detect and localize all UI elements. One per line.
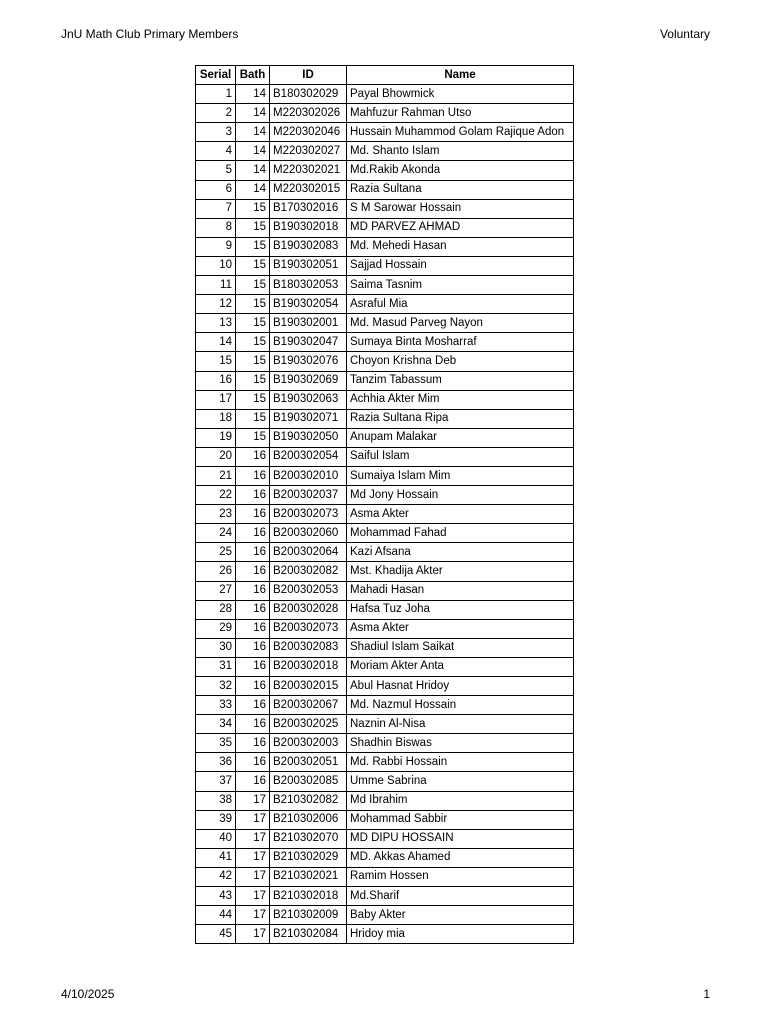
name-cell: Naznin Al-Nisa xyxy=(347,715,574,734)
bath-cell: 16 xyxy=(236,677,270,696)
table-row xyxy=(196,276,574,295)
id-cell: B210302009 xyxy=(270,906,347,925)
name-cell: Md.Rakib Akonda xyxy=(347,161,574,180)
serial-cell: 38 xyxy=(196,791,236,810)
bath-cell: 15 xyxy=(236,409,270,428)
id-cell: B200302003 xyxy=(270,734,347,753)
bath-cell: 15 xyxy=(236,314,270,333)
serial-cell: 42 xyxy=(196,867,236,886)
id-cell: M220302026 xyxy=(270,104,347,123)
name-cell: Sumaiya Islam Mim xyxy=(347,466,574,485)
table-row xyxy=(196,734,574,753)
name-cell: Achhia Akter Mim xyxy=(347,390,574,409)
id-cell: B180302029 xyxy=(270,85,347,104)
column-header-id: ID xyxy=(270,66,347,85)
name-cell: Md. Mehedi Hasan xyxy=(347,237,574,256)
name-cell: S M Sarowar Hossain xyxy=(347,199,574,218)
name-cell: Sajjad Hossain xyxy=(347,256,574,275)
serial-cell: 15 xyxy=(196,352,236,371)
bath-cell: 14 xyxy=(236,161,270,180)
table-row xyxy=(196,447,574,466)
bath-cell: 16 xyxy=(236,696,270,715)
bath-cell: 17 xyxy=(236,867,270,886)
table-row xyxy=(196,180,574,199)
id-cell: B200302037 xyxy=(270,486,347,505)
bath-cell: 17 xyxy=(236,848,270,867)
id-cell: B200302082 xyxy=(270,562,347,581)
bath-cell: 17 xyxy=(236,791,270,810)
name-cell: Md. Nazmul Hossain xyxy=(347,696,574,715)
name-cell: Asraful Mia xyxy=(347,295,574,314)
bath-cell: 16 xyxy=(236,657,270,676)
name-cell: Abul Hasnat Hridoy xyxy=(347,677,574,696)
id-cell: B200302073 xyxy=(270,505,347,524)
table-row xyxy=(196,85,574,104)
serial-cell: 25 xyxy=(196,543,236,562)
serial-cell: 40 xyxy=(196,829,236,848)
serial-cell: 17 xyxy=(196,390,236,409)
name-cell: Tanzim Tabassum xyxy=(347,371,574,390)
document-title: JnU Math Club Primary Members xyxy=(61,27,239,41)
serial-cell: 36 xyxy=(196,753,236,772)
serial-cell: 5 xyxy=(196,161,236,180)
name-cell: MD DIPU HOSSAIN xyxy=(347,829,574,848)
id-cell: B210302021 xyxy=(270,867,347,886)
serial-cell: 20 xyxy=(196,447,236,466)
table-row xyxy=(196,256,574,275)
serial-cell: 2 xyxy=(196,104,236,123)
id-cell: B210302029 xyxy=(270,848,347,867)
name-cell: Md Jony Hossain xyxy=(347,486,574,505)
page-number: 1 xyxy=(703,987,710,1001)
bath-cell: 15 xyxy=(236,371,270,390)
bath-cell: 17 xyxy=(236,887,270,906)
bath-cell: 15 xyxy=(236,276,270,295)
bath-cell: 15 xyxy=(236,199,270,218)
name-cell: Choyon Krishna Deb xyxy=(347,352,574,371)
name-cell: Hridoy mia xyxy=(347,925,574,944)
bath-cell: 14 xyxy=(236,104,270,123)
id-cell: M220302015 xyxy=(270,180,347,199)
serial-cell: 24 xyxy=(196,524,236,543)
id-cell: B200302083 xyxy=(270,638,347,657)
id-cell: B170302016 xyxy=(270,199,347,218)
table-row xyxy=(196,104,574,123)
name-cell: Mohammad Fahad xyxy=(347,524,574,543)
table-row xyxy=(196,543,574,562)
bath-cell: 16 xyxy=(236,524,270,543)
table-row xyxy=(196,295,574,314)
serial-cell: 8 xyxy=(196,218,236,237)
serial-cell: 13 xyxy=(196,314,236,333)
id-cell: B200302054 xyxy=(270,447,347,466)
table-row xyxy=(196,161,574,180)
serial-cell: 1 xyxy=(196,85,236,104)
bath-cell: 17 xyxy=(236,829,270,848)
serial-cell: 39 xyxy=(196,810,236,829)
table-body xyxy=(196,85,574,944)
bath-cell: 17 xyxy=(236,925,270,944)
bath-cell: 16 xyxy=(236,505,270,524)
table-row xyxy=(196,314,574,333)
id-cell: B190302069 xyxy=(270,371,347,390)
name-cell: Moriam Akter Anta xyxy=(347,657,574,676)
name-cell: Payal Bhowmick xyxy=(347,85,574,104)
serial-cell: 34 xyxy=(196,715,236,734)
table-row xyxy=(196,677,574,696)
id-cell: B200302015 xyxy=(270,677,347,696)
serial-cell: 7 xyxy=(196,199,236,218)
serial-cell: 29 xyxy=(196,619,236,638)
column-header-name: Name xyxy=(347,66,574,85)
serial-cell: 14 xyxy=(196,333,236,352)
table-row xyxy=(196,409,574,428)
id-cell: B200302064 xyxy=(270,543,347,562)
table-row xyxy=(196,906,574,925)
serial-cell: 23 xyxy=(196,505,236,524)
name-cell: Hafsa Tuz Joha xyxy=(347,600,574,619)
id-cell: B200302051 xyxy=(270,753,347,772)
footer-date: 4/10/2025 xyxy=(61,987,115,1001)
name-cell: Razia Sultana Ripa xyxy=(347,409,574,428)
table-row xyxy=(196,772,574,791)
id-cell: B200302067 xyxy=(270,696,347,715)
serial-cell: 4 xyxy=(196,142,236,161)
name-cell: Umme Sabrina xyxy=(347,772,574,791)
table-row xyxy=(196,390,574,409)
bath-cell: 16 xyxy=(236,734,270,753)
table-header-row xyxy=(196,66,574,85)
table-row xyxy=(196,925,574,944)
name-cell: Shadiul Islam Saikat xyxy=(347,638,574,657)
serial-cell: 37 xyxy=(196,772,236,791)
name-cell: Saiful Islam xyxy=(347,447,574,466)
name-cell: Shadhin Biswas xyxy=(347,734,574,753)
id-cell: B190302071 xyxy=(270,409,347,428)
name-cell: Mahfuzur Rahman Utso xyxy=(347,104,574,123)
serial-cell: 22 xyxy=(196,486,236,505)
bath-cell: 15 xyxy=(236,333,270,352)
bath-cell: 16 xyxy=(236,466,270,485)
bath-cell: 15 xyxy=(236,352,270,371)
serial-cell: 18 xyxy=(196,409,236,428)
serial-cell: 30 xyxy=(196,638,236,657)
table-row xyxy=(196,199,574,218)
table-row xyxy=(196,428,574,447)
id-cell: B210302082 xyxy=(270,791,347,810)
name-cell: Md. Shanto Islam xyxy=(347,142,574,161)
bath-cell: 16 xyxy=(236,562,270,581)
bath-cell: 16 xyxy=(236,543,270,562)
name-cell: Kazi Afsana xyxy=(347,543,574,562)
table-row xyxy=(196,466,574,485)
table-row xyxy=(196,505,574,524)
id-cell: B200302073 xyxy=(270,619,347,638)
name-cell: Ramim Hossen xyxy=(347,867,574,886)
serial-cell: 27 xyxy=(196,581,236,600)
column-header-bath: Bath xyxy=(236,66,270,85)
bath-cell: 14 xyxy=(236,142,270,161)
table-row xyxy=(196,333,574,352)
column-header-serial: Serial xyxy=(196,66,236,85)
bath-cell: 17 xyxy=(236,906,270,925)
bath-cell: 15 xyxy=(236,295,270,314)
serial-cell: 44 xyxy=(196,906,236,925)
serial-cell: 33 xyxy=(196,696,236,715)
id-cell: B200302028 xyxy=(270,600,347,619)
id-cell: B190302076 xyxy=(270,352,347,371)
name-cell: Md. Masud Parveg Nayon xyxy=(347,314,574,333)
bath-cell: 16 xyxy=(236,486,270,505)
bath-cell: 16 xyxy=(236,447,270,466)
id-cell: B190302054 xyxy=(270,295,347,314)
table-row xyxy=(196,810,574,829)
id-cell: B190302001 xyxy=(270,314,347,333)
table-row xyxy=(196,600,574,619)
serial-cell: 19 xyxy=(196,428,236,447)
id-cell: B190302063 xyxy=(270,390,347,409)
table-row xyxy=(196,371,574,390)
name-cell: Anupam Malakar xyxy=(347,428,574,447)
bath-cell: 17 xyxy=(236,810,270,829)
id-cell: B190302051 xyxy=(270,256,347,275)
serial-cell: 10 xyxy=(196,256,236,275)
bath-cell: 16 xyxy=(236,753,270,772)
table-row xyxy=(196,753,574,772)
members-table xyxy=(195,65,574,944)
name-cell: Mahadi Hasan xyxy=(347,581,574,600)
serial-cell: 28 xyxy=(196,600,236,619)
bath-cell: 14 xyxy=(236,85,270,104)
bath-cell: 15 xyxy=(236,237,270,256)
table-row xyxy=(196,619,574,638)
table-row xyxy=(196,696,574,715)
bath-cell: 14 xyxy=(236,123,270,142)
bath-cell: 15 xyxy=(236,390,270,409)
id-cell: B190302050 xyxy=(270,428,347,447)
name-cell: Asma Akter xyxy=(347,619,574,638)
table-row xyxy=(196,657,574,676)
serial-cell: 43 xyxy=(196,887,236,906)
serial-cell: 11 xyxy=(196,276,236,295)
table-row xyxy=(196,123,574,142)
name-cell: Razia Sultana xyxy=(347,180,574,199)
bath-cell: 16 xyxy=(236,581,270,600)
id-cell: B190302083 xyxy=(270,237,347,256)
id-cell: B210302006 xyxy=(270,810,347,829)
id-cell: B200302010 xyxy=(270,466,347,485)
table-row xyxy=(196,829,574,848)
table-row xyxy=(196,352,574,371)
id-cell: B210302070 xyxy=(270,829,347,848)
table-row xyxy=(196,142,574,161)
serial-cell: 32 xyxy=(196,677,236,696)
table-row xyxy=(196,486,574,505)
table-row xyxy=(196,218,574,237)
table-row xyxy=(196,715,574,734)
id-cell: B200302025 xyxy=(270,715,347,734)
bath-cell: 16 xyxy=(236,600,270,619)
id-cell: M220302046 xyxy=(270,123,347,142)
serial-cell: 45 xyxy=(196,925,236,944)
table-row xyxy=(196,524,574,543)
table-row xyxy=(196,848,574,867)
name-cell: MD. Akkas Ahamed xyxy=(347,848,574,867)
id-cell: B200302085 xyxy=(270,772,347,791)
serial-cell: 12 xyxy=(196,295,236,314)
id-cell: B210302084 xyxy=(270,925,347,944)
table-row xyxy=(196,562,574,581)
serial-cell: 35 xyxy=(196,734,236,753)
id-cell: M220302027 xyxy=(270,142,347,161)
table-row xyxy=(196,237,574,256)
table-row xyxy=(196,581,574,600)
table-row xyxy=(196,638,574,657)
serial-cell: 9 xyxy=(196,237,236,256)
name-cell: Mohammad Sabbir xyxy=(347,810,574,829)
id-cell: B180302053 xyxy=(270,276,347,295)
bath-cell: 16 xyxy=(236,715,270,734)
id-cell: B200302053 xyxy=(270,581,347,600)
id-cell: B200302060 xyxy=(270,524,347,543)
serial-cell: 3 xyxy=(196,123,236,142)
bath-cell: 15 xyxy=(236,256,270,275)
bath-cell: 14 xyxy=(236,180,270,199)
name-cell: Mst. Khadija Akter xyxy=(347,562,574,581)
bath-cell: 15 xyxy=(236,428,270,447)
serial-cell: 41 xyxy=(196,848,236,867)
name-cell: Baby Akter xyxy=(347,906,574,925)
id-cell: B190302018 xyxy=(270,218,347,237)
name-cell: Hussain Muhammod Golam Rajique Adon xyxy=(347,123,574,142)
serial-cell: 31 xyxy=(196,657,236,676)
name-cell: MD PARVEZ AHMAD xyxy=(347,218,574,237)
name-cell: Md.Sharif xyxy=(347,887,574,906)
serial-cell: 26 xyxy=(196,562,236,581)
id-cell: B200302018 xyxy=(270,657,347,676)
serial-cell: 21 xyxy=(196,466,236,485)
name-cell: Saima Tasnim xyxy=(347,276,574,295)
serial-cell: 16 xyxy=(196,371,236,390)
id-cell: B210302018 xyxy=(270,887,347,906)
bath-cell: 16 xyxy=(236,638,270,657)
name-cell: Md. Rabbi Hossain xyxy=(347,753,574,772)
bath-cell: 15 xyxy=(236,218,270,237)
table-row xyxy=(196,887,574,906)
name-cell: Md Ibrahim xyxy=(347,791,574,810)
name-cell: Sumaya Binta Mosharraf xyxy=(347,333,574,352)
id-cell: B190302047 xyxy=(270,333,347,352)
name-cell: Asma Akter xyxy=(347,505,574,524)
table-row xyxy=(196,791,574,810)
bath-cell: 16 xyxy=(236,619,270,638)
id-cell: M220302021 xyxy=(270,161,347,180)
bath-cell: 16 xyxy=(236,772,270,791)
header-label: Voluntary xyxy=(659,27,710,41)
table-row xyxy=(196,867,574,886)
serial-cell: 6 xyxy=(196,180,236,199)
